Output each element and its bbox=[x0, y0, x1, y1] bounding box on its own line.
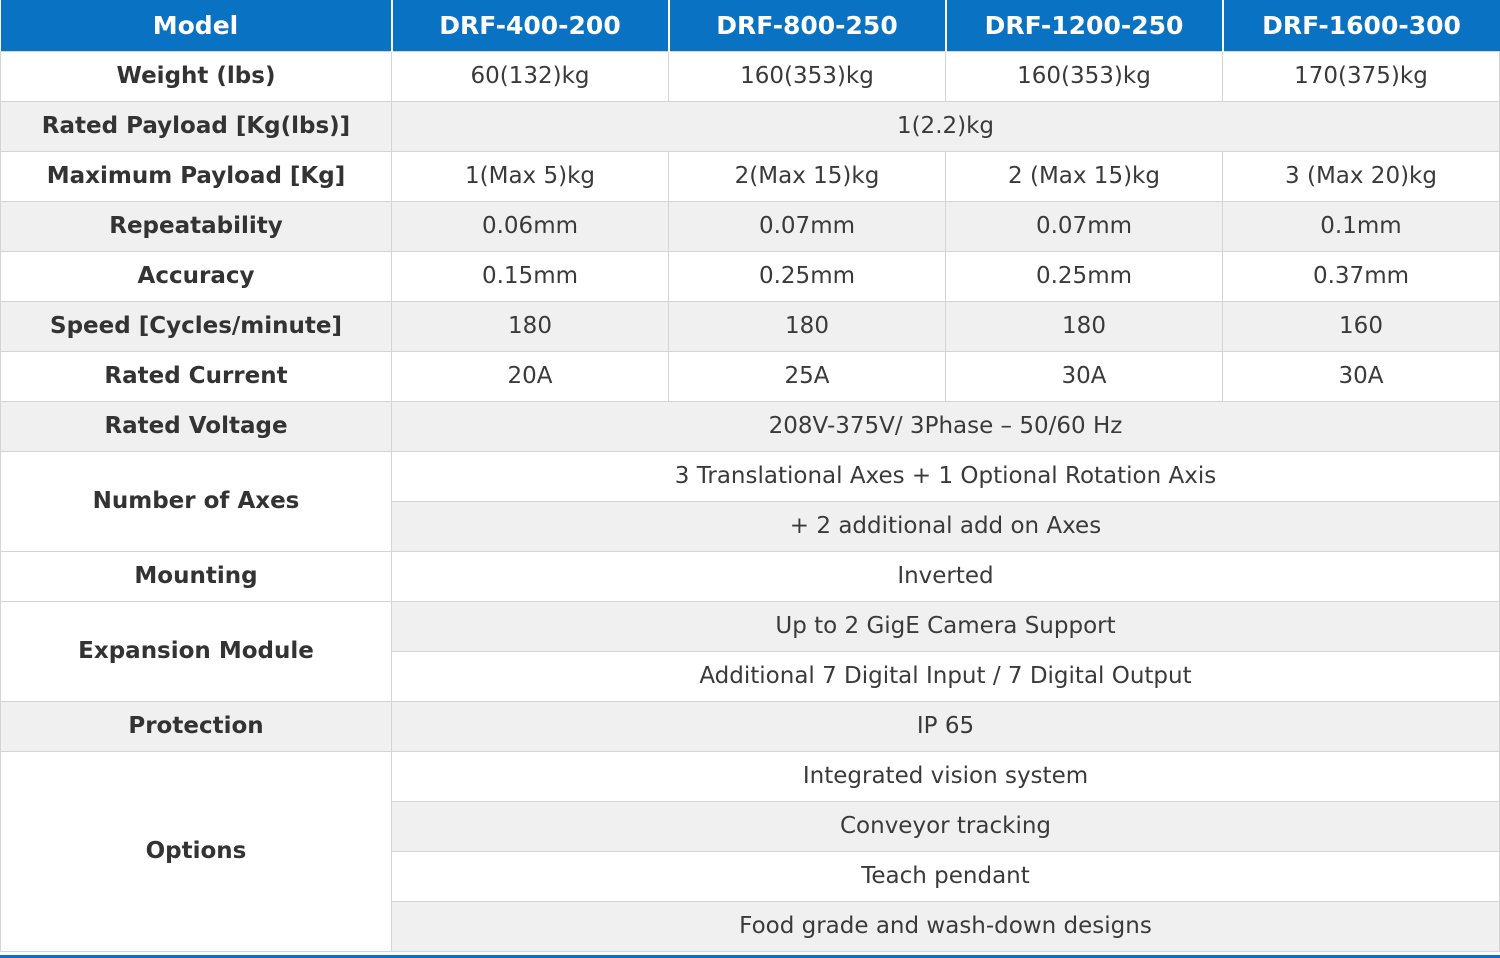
cell: Up to 2 GigE Camera Support bbox=[392, 601, 1500, 651]
row-label: Rated Payload [Kg(lbs)] bbox=[1, 101, 392, 151]
cell: 0.25mm bbox=[946, 251, 1223, 301]
header-model-label: Model bbox=[1, 0, 392, 51]
speed-row bbox=[1, 301, 1500, 351]
cell: Food grade and wash-down designs bbox=[392, 901, 1500, 951]
cell: 3 Translational Axes + 1 Optional Rotation Axis bbox=[392, 451, 1500, 501]
cell: 208V-375V/ 3Phase – 50/60 Hz bbox=[392, 401, 1500, 451]
mounting-row bbox=[1, 551, 1500, 601]
header-row bbox=[1, 0, 1500, 51]
cell: 0.07mm bbox=[669, 201, 946, 251]
weight-row bbox=[1, 51, 1500, 101]
row-label: Rated Current bbox=[1, 351, 392, 401]
cell: 180 bbox=[669, 301, 946, 351]
options-row bbox=[1, 751, 1500, 801]
cell: 0.06mm bbox=[392, 201, 669, 251]
row-label: Accuracy bbox=[1, 251, 392, 301]
model-header: DRF-800-250 bbox=[669, 0, 946, 51]
cell: 2(Max 15)kg bbox=[669, 151, 946, 201]
cell: 2 (Max 15)kg bbox=[946, 151, 1223, 201]
cell: 160(353)kg bbox=[669, 51, 946, 101]
cell: 1(Max 5)kg bbox=[392, 151, 669, 201]
cell: 20A bbox=[392, 351, 669, 401]
row-label: Protection bbox=[1, 701, 392, 751]
model-header: DRF-1200-250 bbox=[946, 0, 1223, 51]
cell: 0.25mm bbox=[669, 251, 946, 301]
cell: Teach pendant bbox=[392, 851, 1500, 901]
row-label: Number of Axes bbox=[1, 451, 392, 551]
model-header: DRF-1600-300 bbox=[1223, 0, 1500, 51]
cell: 25A bbox=[669, 351, 946, 401]
accuracy-row bbox=[1, 251, 1500, 301]
rated-current-row bbox=[1, 351, 1500, 401]
cell: Inverted bbox=[392, 551, 1500, 601]
row-label: Options bbox=[1, 751, 392, 951]
cell: 0.15mm bbox=[392, 251, 669, 301]
cell: 0.07mm bbox=[946, 201, 1223, 251]
cell: 170(375)kg bbox=[1223, 51, 1500, 101]
row-label: Maximum Payload [Kg] bbox=[1, 151, 392, 201]
rated-payload-row bbox=[1, 101, 1500, 151]
model-header: DRF-400-200 bbox=[392, 0, 669, 51]
cell: IP 65 bbox=[392, 701, 1500, 751]
cell: Integrated vision system bbox=[392, 751, 1500, 801]
cell: 30A bbox=[946, 351, 1223, 401]
repeatability-row bbox=[1, 201, 1500, 251]
protection-row bbox=[1, 701, 1500, 751]
cell: Additional 7 Digital Input / 7 Digital Output bbox=[392, 651, 1500, 701]
cell: 30A bbox=[1223, 351, 1500, 401]
cell: 3 (Max 20)kg bbox=[1223, 151, 1500, 201]
row-label: Speed [Cycles/minute] bbox=[1, 301, 392, 351]
cell: 180 bbox=[392, 301, 669, 351]
cell: 0.1mm bbox=[1223, 201, 1500, 251]
expansion-row bbox=[1, 601, 1500, 651]
cell: + 2 additional add on Axes bbox=[392, 501, 1500, 551]
cell: 60(132)kg bbox=[392, 51, 669, 101]
max-payload-row bbox=[1, 151, 1500, 201]
row-label: Repeatability bbox=[1, 201, 392, 251]
cell: 0.37mm bbox=[1223, 251, 1500, 301]
cell: 1(2.2)kg bbox=[392, 101, 1500, 151]
axes-row bbox=[1, 451, 1500, 501]
cell: 160 bbox=[1223, 301, 1500, 351]
cell: Conveyor tracking bbox=[392, 801, 1500, 851]
row-label: Rated Voltage bbox=[1, 401, 392, 451]
rated-voltage-row bbox=[1, 401, 1500, 451]
row-label: Expansion Module bbox=[1, 601, 392, 701]
row-label: Mounting bbox=[1, 551, 392, 601]
cell: 160(353)kg bbox=[946, 51, 1223, 101]
row-label: Weight (lbs) bbox=[1, 51, 392, 101]
cell: 180 bbox=[946, 301, 1223, 351]
